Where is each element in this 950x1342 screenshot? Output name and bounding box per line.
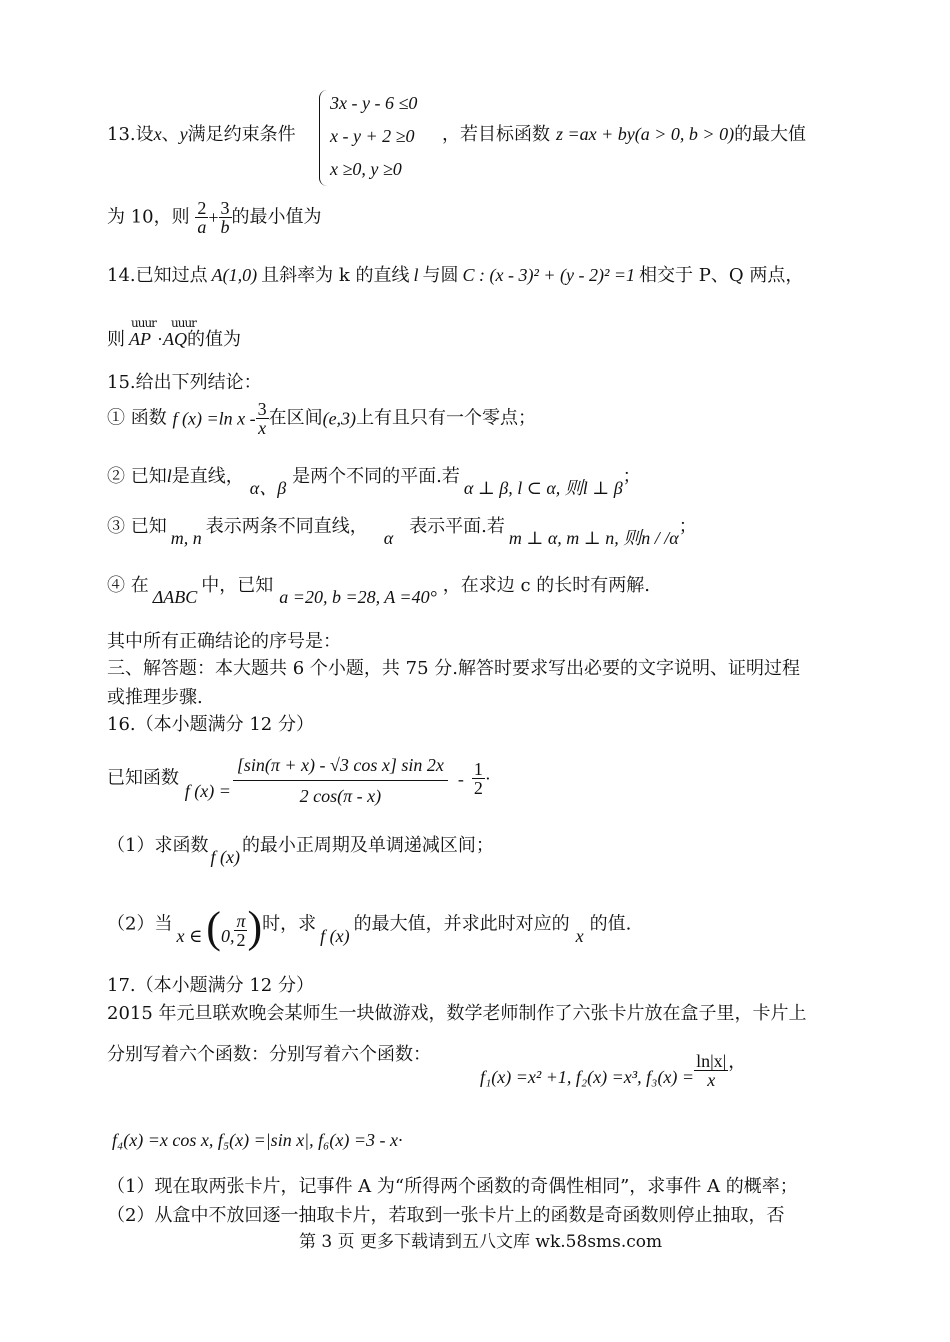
q15-i4-math: a =20, b =28, A =40° [279,587,437,607]
q14-vec-arrow-1: uuur [131,316,156,330]
q13-frac-3b [219,199,232,236]
q16-p1-suffix: 的最小正周期及单调递减区间； [241,835,494,856]
q16-denominator: 2 cos(π - x) [233,780,448,805]
q14-line2 [107,330,241,349]
q15-i2-mid2: 是两个不同的平面.若 [292,466,460,487]
q14-prefix: 14.已知过点 [107,265,208,286]
q16-half-num: 1 [473,759,483,779]
q13-tail-text: 的最大值 [734,124,807,145]
q17-title: 17.（本小题满分 12 分） [107,975,314,996]
q16-title: 16.（本小题满分 12 分） [107,714,314,735]
q16-p2-two: 2 [234,930,247,949]
q13-var-x: x [153,124,162,144]
q15-i2-mid: 是直线， [171,466,244,487]
q16-p2-suffix: 的值. [589,913,632,935]
q13-l2-prefix: 为 10，则 [107,206,190,228]
q16-main-frac [231,752,450,805]
q13-z-expr: z =ax + by [556,124,635,144]
q13-mid-text: ，若目标函数 [442,124,550,145]
q15-i3-prefix: ③ 已知 [107,516,167,537]
q15-i3-math: m ⊥ α, m ⊥ n, 则n / /α [508,528,679,548]
q13-l2-suffix: 的最小值为 [231,206,322,228]
q13-sep: 、 [161,124,180,145]
q17-f4-f6: f₄(x) =x cos x, f₅(x) =|sin x|, f₆(x) =3 - x· [112,1130,403,1150]
q16-minus: - [457,768,464,789]
section3-line1: 三、解答题：本大题共 6 个小题，共 75 分.解答时要求写出必要的文字说明、证明过程 [107,658,800,679]
q13-cond-text: 满足约束条件 [187,124,296,145]
q16-p2-lparen: ( [206,902,221,952]
q14-l2-prefix: 则 [107,329,125,350]
q17-comma: ， [728,1051,747,1073]
q15-i1-frac-den: x [256,418,269,437]
q17-funcs-a [480,1044,747,1090]
q15-i2-planes: α、β [249,478,287,498]
q16-p2-zero: 0, [220,925,235,946]
q14-vec-aq: AQ [163,329,187,349]
q16-p2-prefix: （2）当 [107,913,173,935]
q16-p2-rparen: ) [247,902,263,952]
q15-i4-suffix: ，在求边 c 的长时有两解. [442,575,651,596]
q13-frac-3b-num: 3 [220,198,230,218]
q16-part1 [107,835,494,867]
q16-func [107,752,491,805]
q13-frac-2a-num: 2 [197,198,207,218]
q15-i1-prefix: ① 函数 [107,407,167,429]
q16-p2-x-in: x ∈ [176,925,203,946]
q13-prefix: 13.设 [107,124,154,145]
q15-i2-l: l [166,466,172,486]
q17-f3-den: x [694,1070,728,1089]
q15-item2 [107,466,641,498]
q13-constraint-2: x - y + 2 ≥0 [330,126,415,146]
q14-dot: · [157,329,163,349]
q17-f3-frac [694,1052,728,1089]
q15-i2-math: α ⊥ β, l ⊂ α, 则l ⊥ β [463,478,623,498]
q15-i3-mid: 表示两条不同直线， [205,516,368,537]
q13-frac-2a [195,199,208,236]
q15-i2-end: ； [622,466,641,487]
q16-numerator: [sin(π + x) - √3 cos x] sin 2x [236,755,444,775]
q14-point: A(1,0) [211,265,258,285]
q16-p2-pi: π [236,911,246,931]
q16-p2-mid2: 的最大值，并求此时对应的 [353,913,570,935]
q13-constraint-3: x ≥0, y ≥0 [330,159,402,179]
q16-half-den: 2 [473,778,483,798]
q15-i2-prefix: ② 已知 [107,466,167,487]
q13-label [107,125,296,144]
q17-f3-num: ln|x| [696,1051,727,1071]
q14-mid2-text: 与圆 [422,265,459,286]
q13-objective [442,125,806,144]
q16-p1-prefix: （1）求函数 [107,835,209,856]
q15-i1-interval: (e,3) [322,408,357,429]
q15-item1 [107,400,536,437]
q15-i3-mid2: 表示平面.若 [409,516,505,537]
q17-part1: （1）现在取两张卡片，记事件 A 为“所得两个函数的奇偶性相同”，求事件 A 的概率； [107,1176,798,1197]
q17-part2: （2）从盒中不放回逐一抽取卡片，若取到一张卡片上的函数是奇函数则停止抽取，否 [107,1205,785,1226]
q14-l2-suffix: 的值为 [187,329,241,350]
q16-half [472,760,485,797]
q15-i3-alpha: α [383,528,394,548]
q15-item4 [107,575,651,607]
q15-conclusion: 其中所有正确结论的序号是： [107,631,341,652]
q15-i4-prefix: ④ 在 [107,575,149,596]
q13-frac-3b-den: b [220,217,230,237]
q14-vec-ap: AP [129,329,151,349]
q15-title: 15.给出下列结论： [107,372,262,393]
q17-line1: 2015 年元旦联欢晚会某师生一块做游戏，数学老师制作了六张卡片放在盒子里，卡片上 [107,1003,807,1024]
q13-line2 [107,199,322,236]
q16-f-def: f (x) = [184,780,231,801]
q13-constraint-1: 3x - y - 6 ≤0 [330,93,418,113]
q14-tail-text: 相交于 P、Q 两点， [639,265,804,286]
q15-i4-mid: 中，已知 [201,575,274,596]
q13-var-y: y [179,124,188,144]
q15-i1-frac-num: 3 [257,399,267,419]
q16-p2-pi-half [234,912,247,949]
q15-i1-mid: 在区间 [268,407,323,429]
q14-circle-eq: C : (x - 3)² + (y - 2)² =1 [462,265,636,285]
q14-line1 [107,266,803,285]
q17-f1-f3: f₁(x) =x² +1, f₂(x) =x³, f₃(x) = [480,1066,695,1087]
q16-p1-f: f (x) [210,847,240,867]
q15-item3 [107,516,697,548]
q14-vec-arrow-2: uuur [171,316,196,330]
q16-p2-f: f (x) [320,925,350,946]
section3-line2: 或推理步骤. [107,687,203,708]
q15-i3-end: ； [678,516,697,537]
q16-p2-mid: 时，求 [262,913,317,935]
q15-i3-mn: m, n [170,528,202,548]
q15-i1-func: f (x) =ln x - [172,408,256,429]
q15-i1-frac [256,400,269,437]
q13-brace [319,90,328,186]
q16-p2-x: x [575,925,584,946]
q16-part2 [107,902,632,952]
q13-ab-cond: (a > 0, b > 0) [634,124,735,144]
q17-line2: 分别写着六个函数：分别写着六个函数： [107,1044,431,1065]
q13-frac-2a-den: a [197,217,207,237]
q16-prefix: 已知函数 [107,767,179,789]
q13-plus: + [208,207,219,228]
q15-i4-triangle: ΔABC [152,587,198,607]
q14-line-l: l [413,265,419,285]
q14-mid-text: 且斜率为 k 的直线 [261,265,410,286]
q16-dot: · [484,768,491,789]
q15-i1-suffix: 上有且只有一个零点； [356,407,537,429]
page-footer: 第 3 页 更多下载请到五八文库 wk.58sms.com [299,1232,663,1252]
